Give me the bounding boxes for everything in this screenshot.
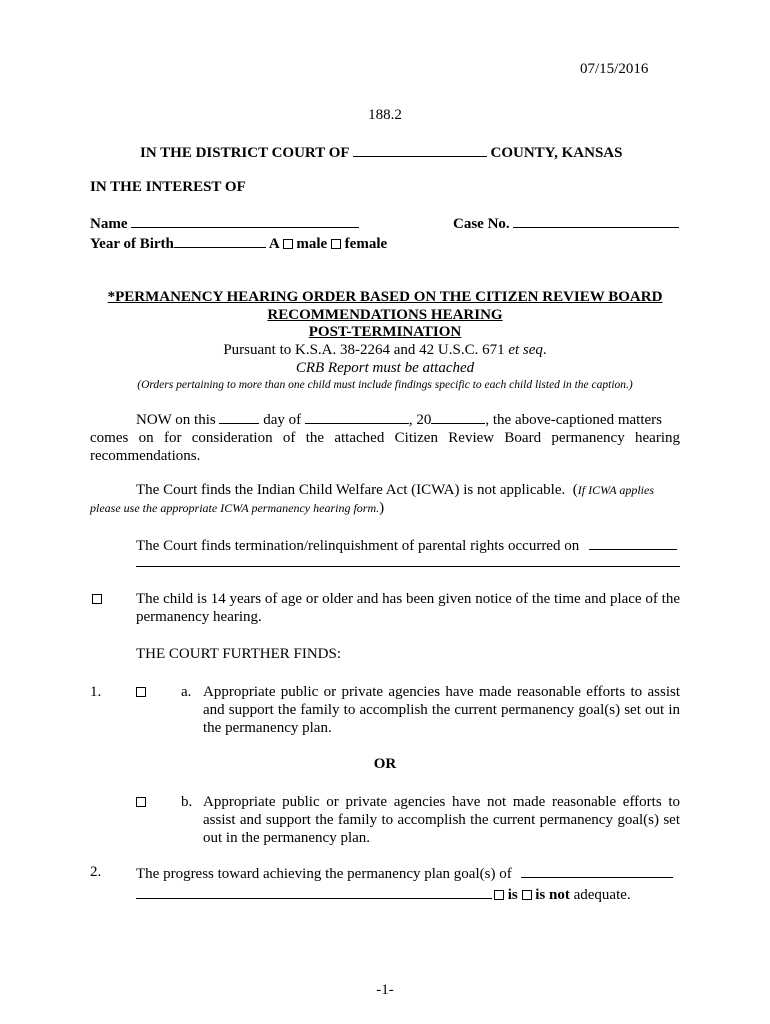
month-field[interactable]: [305, 409, 409, 424]
birth-label: Year of Birth: [90, 236, 174, 252]
now-text-b: day of: [263, 412, 302, 428]
crb-note: CRB Report must be attached: [295, 360, 475, 376]
case-label: Case No.: [453, 216, 510, 232]
item-2-line-2: [136, 884, 631, 904]
permanency-goal-field[interactable]: [521, 863, 673, 878]
item-2-number: 2.: [90, 864, 102, 880]
icwa-text: The Court finds the Indian Child Welfare Act (ICWA) is not applicable.: [136, 482, 566, 498]
termination-line: [136, 535, 677, 555]
name-line: [90, 213, 359, 233]
icwa-italic-b: please use the appropriate ICWA permanency hearing form.: [90, 501, 380, 515]
item-1a-text: Appropriate public or private agencies have made reasonable efforts to assist and support the family to accomplish the current permanency goal(s) set out in the permanency plan.: [203, 684, 680, 736]
pursuant-main: Pursuant to K.S.A. 38-2264 and 42 U.S.C. 671: [223, 342, 509, 358]
item-1a-checkbox[interactable]: [136, 687, 146, 697]
orders-note: (Orders pertaining to more than one child must include findings specific to each child listed in the caption.): [137, 379, 633, 391]
further-finds-heading: THE COURT FURTHER FINDS:: [136, 646, 342, 662]
item-1b-checkbox[interactable]: [136, 797, 146, 807]
now-text-d: , the above-captioned matters: [485, 412, 662, 428]
page-number: -1-: [376, 982, 394, 998]
item-1b-text: Appropriate public or private agencies have not made reasonable efforts to assist and support the family to accomplish the current permanency goal(s) set out in the permanency plan.: [203, 794, 680, 846]
male-checkbox[interactable]: [283, 239, 293, 249]
female-checkbox[interactable]: [331, 239, 341, 249]
form-date: 07/15/2016: [580, 61, 649, 77]
icwa-italic-a: If ICWA applies: [577, 483, 655, 497]
permanency-goal-field-2[interactable]: [136, 884, 492, 899]
title-line-1: *PERMANENCY HEARING ORDER BASED ON THE CITIZEN REVIEW BOARD: [107, 289, 663, 305]
name-label: Name: [90, 216, 128, 232]
is-label: is: [507, 887, 518, 903]
termination-line-2[interactable]: [136, 566, 680, 567]
day-field[interactable]: [219, 409, 259, 424]
now-paragraph: [90, 409, 680, 465]
termination-date-field[interactable]: [589, 535, 677, 550]
now-text-a: NOW on this: [136, 412, 216, 428]
birth-line: [90, 233, 387, 253]
form-number: 188.2: [368, 107, 402, 123]
interest-of-heading: IN THE INTEREST OF: [90, 179, 246, 195]
title-line-3: POST-TERMINATION: [308, 324, 462, 340]
or-separator: OR: [373, 756, 397, 772]
pursuant-italic: et seq: [508, 342, 543, 358]
termination-text: The Court finds termination/relinquishment of parental rights occurred on: [136, 538, 580, 554]
item-2-line-1: [136, 863, 673, 883]
birth-year-field[interactable]: [174, 233, 266, 248]
female-label: female: [344, 236, 388, 252]
now-text-c: , 20: [408, 412, 432, 428]
is-checkbox[interactable]: [494, 890, 504, 900]
is-not-checkbox[interactable]: [522, 890, 532, 900]
county-field[interactable]: [353, 142, 487, 157]
icwa-paragraph: The Court finds the Indian Child Welfare Act (ICWA) is not applicable. (If ICWA applies please use the appropriate ICWA permanency hearing form.): [90, 482, 655, 516]
court-line: [140, 142, 622, 162]
a-label: A: [268, 236, 279, 252]
male-label: male: [296, 236, 328, 252]
case-line: [453, 213, 679, 233]
child-notice-checkbox[interactable]: [92, 594, 102, 604]
year-field[interactable]: [431, 409, 485, 424]
is-not-label: is not: [535, 887, 570, 903]
pursuant-end: .: [542, 342, 547, 358]
pursuant-line: [0, 341, 770, 359]
name-field[interactable]: [131, 213, 359, 228]
item-1b-letter: b.: [181, 794, 193, 810]
case-number-field[interactable]: [513, 213, 679, 228]
court-prefix: IN THE DISTRICT COURT OF: [140, 145, 349, 161]
title-line-2: RECOMMENDATIONS HEARING: [267, 307, 503, 323]
now-first-line: [90, 409, 680, 429]
item-1-number: 1.: [90, 684, 102, 700]
item-2-text: The progress toward achieving the permanency plan goal(s) of: [136, 866, 512, 882]
adequate-label: adequate.: [573, 887, 631, 903]
child-notice-text: The child is 14 years of age or older and has been given notice of the time and place of the permanency hearing.: [136, 591, 680, 625]
item-1a-letter: a.: [181, 684, 192, 700]
now-continuation: comes on for consideration of the attached Citizen Review Board permanency hearing recommendations.: [90, 430, 680, 464]
court-suffix: COUNTY, KANSAS: [490, 145, 623, 161]
